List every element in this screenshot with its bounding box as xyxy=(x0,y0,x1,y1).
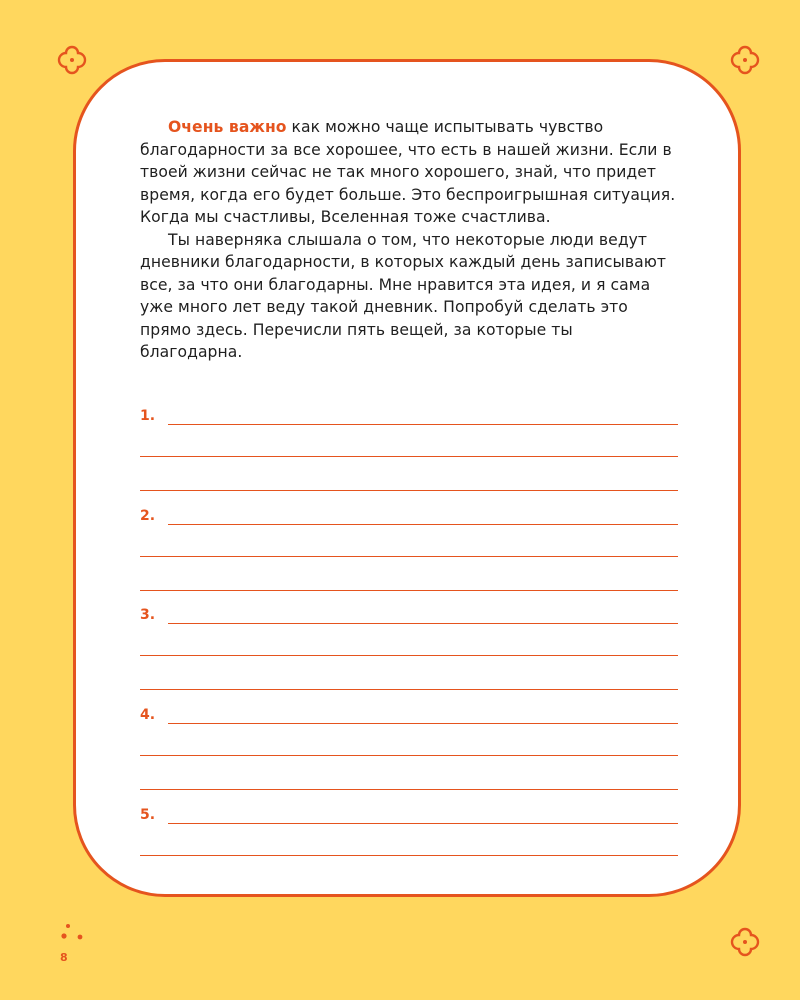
item-number: 2. xyxy=(140,507,156,524)
writing-line[interactable] xyxy=(140,789,678,790)
intro-highlight: Очень важно xyxy=(168,118,287,136)
item-number: 4. xyxy=(140,707,156,724)
flower-icon-top-left xyxy=(56,44,88,76)
writing-line[interactable] xyxy=(140,855,678,856)
gratitude-list xyxy=(140,406,678,904)
writing-line[interactable] xyxy=(140,655,678,656)
writing-line[interactable] xyxy=(168,623,678,624)
writing-line[interactable] xyxy=(168,823,678,824)
page-number: 8 xyxy=(60,951,68,964)
writing-line[interactable] xyxy=(140,556,678,557)
writing-line[interactable] xyxy=(168,723,678,724)
gratitude-item-1 xyxy=(140,406,678,506)
intro-paragraph-2: Ты наверняка слышала о том, что некоторые люди ведут дневники благодарности, в которых каждый день записывают все, за что они благодарны. Мне нравится эта идея, и я сама уже много лет веду такой дневник. Попробуй сделать это прямо здесь. Перечисли пять вещей, за которые ты благодарна. xyxy=(140,230,667,361)
flower-icon-bottom-right xyxy=(729,926,761,958)
gratitude-item-2 xyxy=(140,506,678,606)
dots-cluster-icon xyxy=(60,922,90,946)
writing-line[interactable] xyxy=(168,524,678,525)
writing-line[interactable] xyxy=(140,456,678,457)
gratitude-item-3 xyxy=(140,605,678,705)
writing-line[interactable] xyxy=(140,755,678,756)
writing-line[interactable] xyxy=(140,490,678,491)
intro-text xyxy=(140,116,680,364)
writing-line[interactable] xyxy=(168,424,678,425)
intro-paragraph-1-rest: как можно чаще испытывать чувство благодарности за все хорошее, что есть в нашей жизни. Если в твоей жизни сейчас не так много хорошего, знай, что придет время, когда его будет больше. Это беспроигрышная ситуация. Когда мы счастливы, Вселенная тоже счастлива. xyxy=(140,118,676,226)
intro-paragraph-1 xyxy=(140,116,680,229)
gratitude-item-5 xyxy=(140,805,678,905)
gratitude-item-4 xyxy=(140,705,678,805)
item-number: 1. xyxy=(140,408,156,424)
writing-line[interactable] xyxy=(140,590,678,591)
item-number: 5. xyxy=(140,806,156,823)
flower-icon-top-right xyxy=(729,44,761,76)
item-number: 3. xyxy=(140,607,156,624)
writing-line[interactable] xyxy=(140,689,678,690)
